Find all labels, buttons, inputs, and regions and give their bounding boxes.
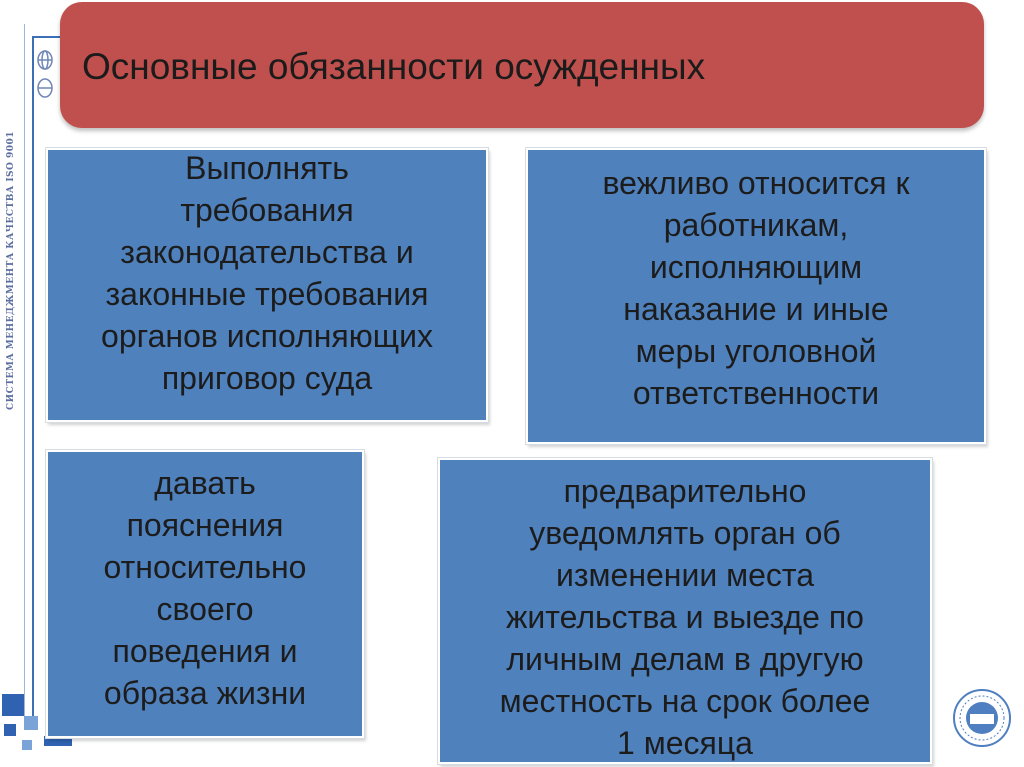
duty-box <box>438 458 932 764</box>
decor-square <box>22 740 32 750</box>
frame-line <box>24 24 25 724</box>
duty-text: давать пояснения относительно своего поведения и образа жизни <box>103 465 307 711</box>
decor-square <box>2 694 24 716</box>
duty-text: Выполнять требования законодательства и законные требования органов исполняющих приговор суда <box>101 150 433 396</box>
decor-square <box>4 724 16 736</box>
duty-box <box>46 148 488 422</box>
side-caption: СИСТЕМА МЕНЕДЖМЕНТА КАЧЕСТВА ISO 9001 <box>6 130 16 410</box>
frame-line <box>32 36 62 38</box>
duty-text: вежливо относится к работникам, исполняющим наказание и иные меры уголовной ответственности <box>602 165 910 411</box>
duty-text: предварительно уведомлять орган об изменении места жительства и выезде по личным делам в другую местность на срок более 1 месяца <box>499 473 871 761</box>
duty-box <box>46 450 364 738</box>
decor-square <box>24 716 38 730</box>
page-title: Основные обязанности осужденных <box>82 46 706 87</box>
frame-line <box>32 36 34 726</box>
title-banner <box>60 2 984 128</box>
iso-logo <box>952 688 1012 748</box>
duty-box <box>526 148 986 444</box>
globe-icon <box>36 48 54 118</box>
